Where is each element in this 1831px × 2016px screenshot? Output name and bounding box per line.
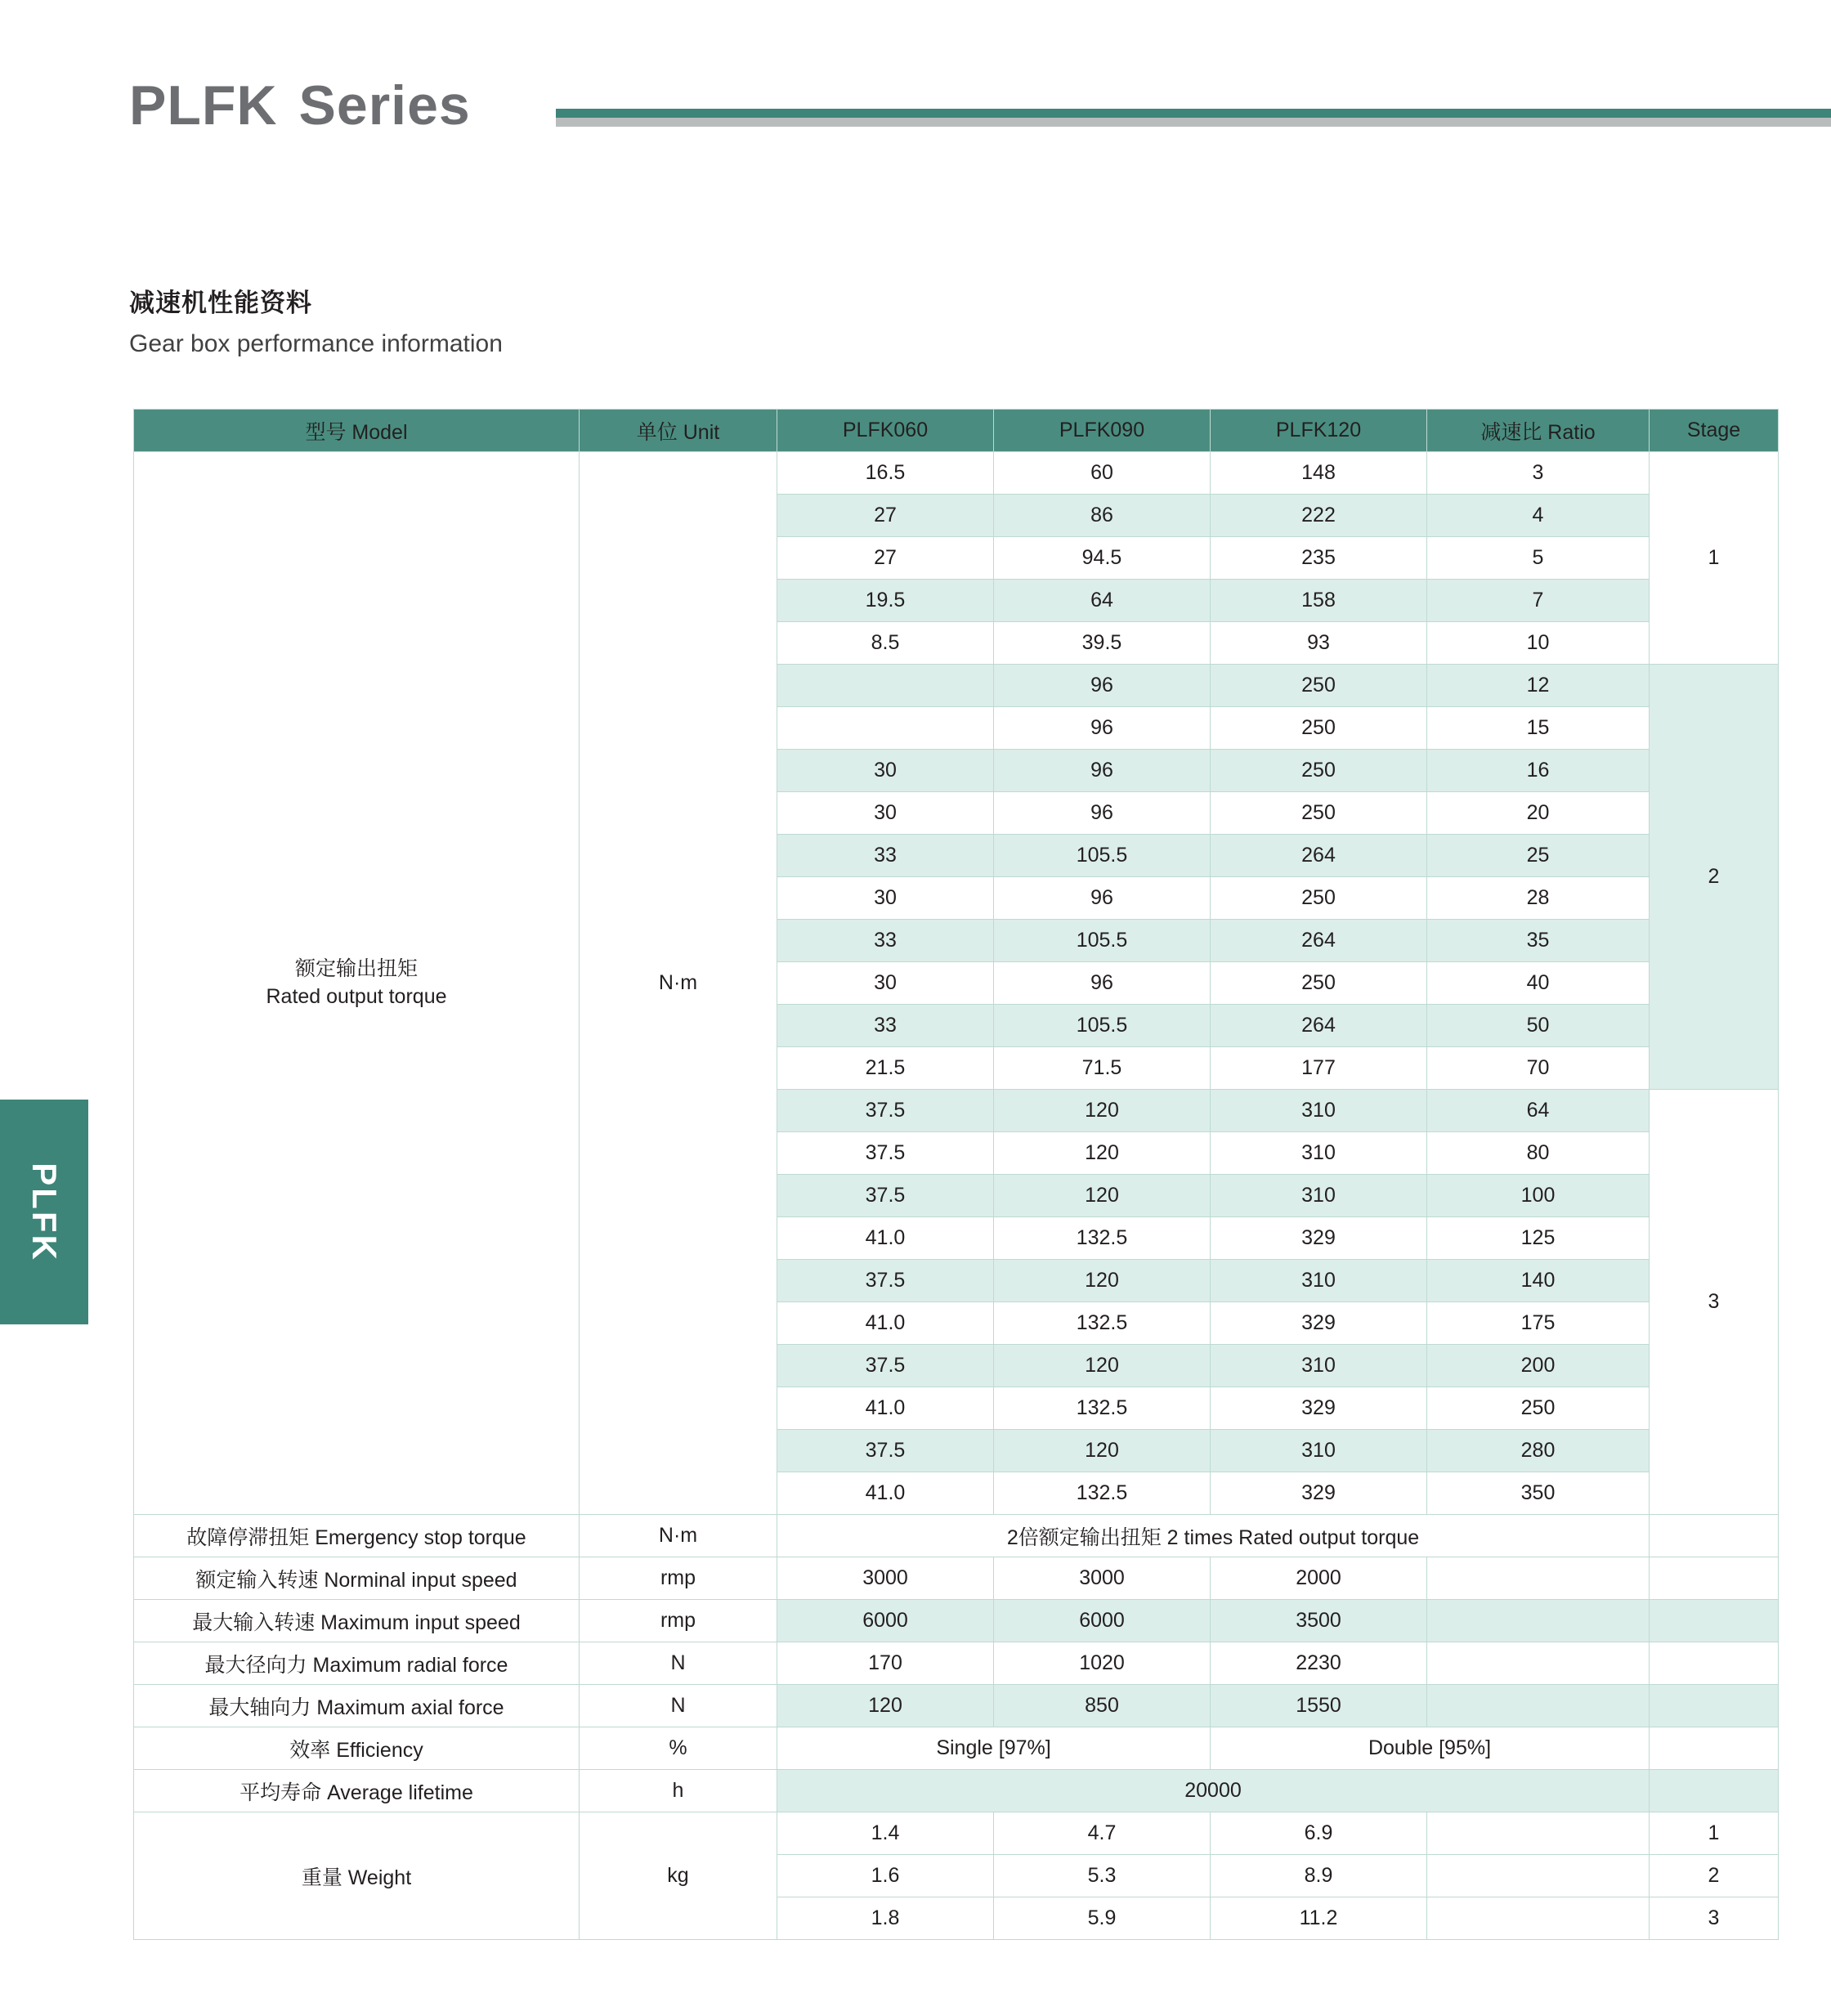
cell-plfk060: 1.8 bbox=[777, 1897, 994, 1940]
cell-plfk060: 21.5 bbox=[777, 1047, 994, 1090]
cell-plfk090: 132.5 bbox=[994, 1472, 1211, 1515]
cell-ratio: 12 bbox=[1427, 665, 1650, 707]
cell-plfk120: 148 bbox=[1211, 452, 1427, 495]
cell-plfk120: 250 bbox=[1211, 792, 1427, 835]
cell-plfk120: 250 bbox=[1211, 707, 1427, 750]
cell-plfk060: 37.5 bbox=[777, 1090, 994, 1132]
value-emergency-stop-torque: 2倍额定输出扭矩 2 times Rated output torque bbox=[777, 1515, 1650, 1557]
cell-plfk090: 120 bbox=[994, 1132, 1211, 1175]
cell-plfk120: 177 bbox=[1211, 1047, 1427, 1090]
cell-plfk090: 1020 bbox=[994, 1642, 1211, 1685]
cell-plfk090: 96 bbox=[994, 707, 1211, 750]
row-label-maximum-axial-force: 最大轴向力 Maximum axial force bbox=[134, 1685, 580, 1727]
cell-plfk090: 850 bbox=[994, 1685, 1211, 1727]
cell-plfk120: 93 bbox=[1211, 622, 1427, 665]
row-label-rated-output-torque bbox=[134, 452, 580, 1515]
cell-ratio: 100 bbox=[1427, 1175, 1650, 1217]
cell-plfk090: 105.5 bbox=[994, 920, 1211, 962]
cell-plfk120: 250 bbox=[1211, 665, 1427, 707]
cell-plfk060: 8.5 bbox=[777, 622, 994, 665]
header-rule-gray bbox=[556, 118, 1831, 127]
unit-weight: kg bbox=[580, 1812, 777, 1940]
stage-group-1: 1 bbox=[1650, 452, 1779, 665]
row-label-average-lifetime: 平均寿命 Average lifetime bbox=[134, 1770, 580, 1812]
row-label-emergency-stop-torque: 故障停滞扭矩 Emergency stop torque bbox=[134, 1515, 580, 1557]
value-efficiency-double: Double [95%] bbox=[1211, 1727, 1650, 1770]
section-heading-en: Gear box performance information bbox=[129, 330, 503, 357]
col-header-model: 型号 Model bbox=[134, 410, 580, 452]
cell-plfk060: 170 bbox=[777, 1642, 994, 1685]
value-average-lifetime: 20000 bbox=[777, 1770, 1650, 1812]
stage-blank bbox=[1650, 1770, 1779, 1812]
stage-blank bbox=[1650, 1515, 1779, 1557]
table-row-nominal-input-speed bbox=[134, 1557, 1779, 1600]
cell-plfk090: 105.5 bbox=[994, 835, 1211, 877]
cell-plfk060: 27 bbox=[777, 537, 994, 580]
cell-plfk120: 329 bbox=[1211, 1472, 1427, 1515]
cell-plfk120: 250 bbox=[1211, 962, 1427, 1005]
cell-plfk120: 310 bbox=[1211, 1132, 1427, 1175]
page-title bbox=[129, 74, 471, 137]
unit-efficiency: % bbox=[580, 1727, 777, 1770]
value-efficiency-single: Single [97%] bbox=[777, 1727, 1211, 1770]
cell-ratio: 4 bbox=[1427, 495, 1650, 537]
cell-ratio-blank bbox=[1427, 1897, 1650, 1940]
cell-plfk090: 105.5 bbox=[994, 1005, 1211, 1047]
cell-plfk060: 37.5 bbox=[777, 1132, 994, 1175]
cell-plfk090: 132.5 bbox=[994, 1387, 1211, 1430]
cell-ratio-blank bbox=[1427, 1557, 1650, 1600]
cell-ratio: 28 bbox=[1427, 877, 1650, 920]
cell-ratio-blank bbox=[1427, 1855, 1650, 1897]
cell-plfk090: 5.9 bbox=[994, 1897, 1211, 1940]
cell-plfk120: 310 bbox=[1211, 1175, 1427, 1217]
cell-ratio: 140 bbox=[1427, 1260, 1650, 1302]
cell-plfk090: 96 bbox=[994, 877, 1211, 920]
cell-plfk060 bbox=[777, 665, 994, 707]
table-header bbox=[134, 410, 1779, 452]
cell-ratio-blank bbox=[1427, 1642, 1650, 1685]
cell-plfk060: 41.0 bbox=[777, 1302, 994, 1345]
side-tab-plfk bbox=[0, 1100, 88, 1324]
performance-table-wrap bbox=[133, 409, 1741, 1940]
cell-ratio: 7 bbox=[1427, 580, 1650, 622]
rated-torque-label-cn: 额定输出扭矩 bbox=[294, 956, 418, 980]
cell-plfk060: 27 bbox=[777, 495, 994, 537]
cell-ratio: 64 bbox=[1427, 1090, 1650, 1132]
cell-plfk060: 37.5 bbox=[777, 1430, 994, 1472]
stage-blank bbox=[1650, 1642, 1779, 1685]
cell-ratio: 16 bbox=[1427, 750, 1650, 792]
cell-ratio: 70 bbox=[1427, 1047, 1650, 1090]
cell-plfk120: 2230 bbox=[1211, 1642, 1427, 1685]
cell-stage: 2 bbox=[1650, 1855, 1779, 1897]
cell-ratio: 15 bbox=[1427, 707, 1650, 750]
cell-plfk060: 41.0 bbox=[777, 1217, 994, 1260]
cell-plfk120: 2000 bbox=[1211, 1557, 1427, 1600]
cell-plfk120: 310 bbox=[1211, 1260, 1427, 1302]
cell-plfk060: 37.5 bbox=[777, 1175, 994, 1217]
cell-plfk090: 96 bbox=[994, 792, 1211, 835]
cell-ratio: 25 bbox=[1427, 835, 1650, 877]
section-heading-cn: 减速机性能资料 bbox=[129, 289, 312, 317]
cell-plfk120: 222 bbox=[1211, 495, 1427, 537]
cell-plfk090: 86 bbox=[994, 495, 1211, 537]
cell-ratio: 280 bbox=[1427, 1430, 1650, 1472]
table-row-average-lifetime bbox=[134, 1770, 1779, 1812]
cell-plfk120: 310 bbox=[1211, 1090, 1427, 1132]
cell-plfk060: 33 bbox=[777, 920, 994, 962]
cell-ratio: 40 bbox=[1427, 962, 1650, 1005]
page-header bbox=[0, 0, 1831, 164]
cell-plfk060: 33 bbox=[777, 835, 994, 877]
section-heading bbox=[129, 282, 503, 358]
cell-plfk060: 41.0 bbox=[777, 1387, 994, 1430]
cell-plfk060: 33 bbox=[777, 1005, 994, 1047]
cell-plfk090: 96 bbox=[994, 665, 1211, 707]
side-tab-label: PLFK bbox=[25, 1162, 64, 1262]
cell-plfk120: 264 bbox=[1211, 835, 1427, 877]
unit-maximum-axial-force: N bbox=[580, 1685, 777, 1727]
stage-group-2: 2 bbox=[1650, 665, 1779, 1090]
table-body bbox=[134, 452, 1779, 1940]
cell-plfk090: 5.3 bbox=[994, 1855, 1211, 1897]
rated-torque-unit: N·m bbox=[580, 452, 777, 1515]
cell-stage: 3 bbox=[1650, 1897, 1779, 1940]
cell-stage: 1 bbox=[1650, 1812, 1779, 1855]
unit-maximum-input-speed: rmp bbox=[580, 1600, 777, 1642]
page-title-main: PLFK bbox=[129, 74, 278, 137]
cell-ratio: 200 bbox=[1427, 1345, 1650, 1387]
row-label-efficiency: 效率 Efficiency bbox=[134, 1727, 580, 1770]
table-row-maximum-input-speed bbox=[134, 1600, 1779, 1642]
table-row-emergency-stop-torque bbox=[134, 1515, 1779, 1557]
rated-torque-label-en: Rated output torque bbox=[266, 984, 447, 1008]
cell-plfk060: 6000 bbox=[777, 1600, 994, 1642]
header-rule-green bbox=[556, 109, 1831, 118]
cell-plfk090: 120 bbox=[994, 1260, 1211, 1302]
cell-plfk120: 1550 bbox=[1211, 1685, 1427, 1727]
cell-plfk090: 3000 bbox=[994, 1557, 1211, 1600]
stage-blank bbox=[1650, 1600, 1779, 1642]
cell-plfk120: 310 bbox=[1211, 1345, 1427, 1387]
table-header-row bbox=[134, 410, 1779, 452]
cell-plfk120: 264 bbox=[1211, 1005, 1427, 1047]
unit-average-lifetime: h bbox=[580, 1770, 777, 1812]
cell-ratio: 20 bbox=[1427, 792, 1650, 835]
cell-plfk090: 71.5 bbox=[994, 1047, 1211, 1090]
cell-plfk090: 94.5 bbox=[994, 537, 1211, 580]
stage-blank bbox=[1650, 1685, 1779, 1727]
table-row-weight bbox=[134, 1812, 1779, 1855]
cell-plfk120: 11.2 bbox=[1211, 1897, 1427, 1940]
cell-ratio: 35 bbox=[1427, 920, 1650, 962]
cell-plfk060: 30 bbox=[777, 750, 994, 792]
cell-plfk060: 30 bbox=[777, 792, 994, 835]
cell-plfk090: 132.5 bbox=[994, 1217, 1211, 1260]
col-header-stage: Stage bbox=[1650, 410, 1779, 452]
cell-plfk060 bbox=[777, 707, 994, 750]
cell-plfk060: 30 bbox=[777, 877, 994, 920]
stage-blank bbox=[1650, 1727, 1779, 1770]
cell-plfk060: 16.5 bbox=[777, 452, 994, 495]
stage-blank bbox=[1650, 1557, 1779, 1600]
table-row-maximum-axial-force bbox=[134, 1685, 1779, 1727]
cell-plfk060: 19.5 bbox=[777, 580, 994, 622]
unit-nominal-input-speed: rmp bbox=[580, 1557, 777, 1600]
stage-group-3: 3 bbox=[1650, 1090, 1779, 1515]
unit-maximum-radial-force: N bbox=[580, 1642, 777, 1685]
cell-plfk120: 235 bbox=[1211, 537, 1427, 580]
cell-plfk120: 310 bbox=[1211, 1430, 1427, 1472]
col-header-ratio: 减速比 Ratio bbox=[1427, 410, 1650, 452]
cell-ratio: 10 bbox=[1427, 622, 1650, 665]
cell-plfk090: 4.7 bbox=[994, 1812, 1211, 1855]
cell-plfk090: 120 bbox=[994, 1345, 1211, 1387]
cell-plfk060: 1.4 bbox=[777, 1812, 994, 1855]
cell-plfk120: 158 bbox=[1211, 580, 1427, 622]
cell-ratio: 3 bbox=[1427, 452, 1650, 495]
cell-plfk120: 329 bbox=[1211, 1387, 1427, 1430]
cell-ratio-blank bbox=[1427, 1600, 1650, 1642]
unit-emergency-stop-torque: N·m bbox=[580, 1515, 777, 1557]
cell-plfk060: 3000 bbox=[777, 1557, 994, 1600]
cell-ratio-blank bbox=[1427, 1685, 1650, 1727]
cell-plfk090: 120 bbox=[994, 1090, 1211, 1132]
cell-ratio: 125 bbox=[1427, 1217, 1650, 1260]
row-label-maximum-radial-force: 最大径向力 Maximum radial force bbox=[134, 1642, 580, 1685]
cell-plfk120: 6.9 bbox=[1211, 1812, 1427, 1855]
col-header-plfk090: PLFK090 bbox=[994, 410, 1211, 452]
performance-table bbox=[133, 409, 1779, 1940]
cell-ratio: 5 bbox=[1427, 537, 1650, 580]
cell-plfk060: 30 bbox=[777, 962, 994, 1005]
cell-plfk090: 132.5 bbox=[994, 1302, 1211, 1345]
cell-plfk120: 264 bbox=[1211, 920, 1427, 962]
cell-plfk090: 39.5 bbox=[994, 622, 1211, 665]
cell-plfk120: 329 bbox=[1211, 1302, 1427, 1345]
table-row-maximum-radial-force bbox=[134, 1642, 1779, 1685]
cell-ratio-blank bbox=[1427, 1812, 1650, 1855]
cell-plfk120: 250 bbox=[1211, 750, 1427, 792]
col-header-plfk060: PLFK060 bbox=[777, 410, 994, 452]
cell-ratio: 80 bbox=[1427, 1132, 1650, 1175]
cell-plfk090: 60 bbox=[994, 452, 1211, 495]
cell-plfk090: 64 bbox=[994, 580, 1211, 622]
header-rule bbox=[556, 109, 1831, 127]
cell-ratio: 350 bbox=[1427, 1472, 1650, 1515]
cell-plfk120: 329 bbox=[1211, 1217, 1427, 1260]
row-label-maximum-input-speed: 最大输入转速 Maximum input speed bbox=[134, 1600, 580, 1642]
cell-plfk060: 41.0 bbox=[777, 1472, 994, 1515]
cell-plfk060: 37.5 bbox=[777, 1345, 994, 1387]
row-label-weight: 重量 Weight bbox=[134, 1812, 580, 1940]
cell-plfk090: 6000 bbox=[994, 1600, 1211, 1642]
cell-ratio: 250 bbox=[1427, 1387, 1650, 1430]
cell-plfk090: 120 bbox=[994, 1430, 1211, 1472]
cell-ratio: 50 bbox=[1427, 1005, 1650, 1047]
cell-plfk120: 250 bbox=[1211, 877, 1427, 920]
table-row bbox=[134, 452, 1779, 495]
table-row-efficiency bbox=[134, 1727, 1779, 1770]
cell-ratio: 175 bbox=[1427, 1302, 1650, 1345]
col-header-unit: 单位 Unit bbox=[580, 410, 777, 452]
cell-plfk120: 3500 bbox=[1211, 1600, 1427, 1642]
col-header-plfk120: PLFK120 bbox=[1211, 410, 1427, 452]
row-label-nominal-input-speed: 额定输入转速 Norminal input speed bbox=[134, 1557, 580, 1600]
cell-plfk090: 96 bbox=[994, 750, 1211, 792]
cell-plfk060: 1.6 bbox=[777, 1855, 994, 1897]
page-title-sub: Series bbox=[298, 74, 471, 137]
cell-plfk090: 120 bbox=[994, 1175, 1211, 1217]
cell-plfk090: 96 bbox=[994, 962, 1211, 1005]
cell-plfk120: 8.9 bbox=[1211, 1855, 1427, 1897]
cell-plfk060: 37.5 bbox=[777, 1260, 994, 1302]
cell-plfk060: 120 bbox=[777, 1685, 994, 1727]
